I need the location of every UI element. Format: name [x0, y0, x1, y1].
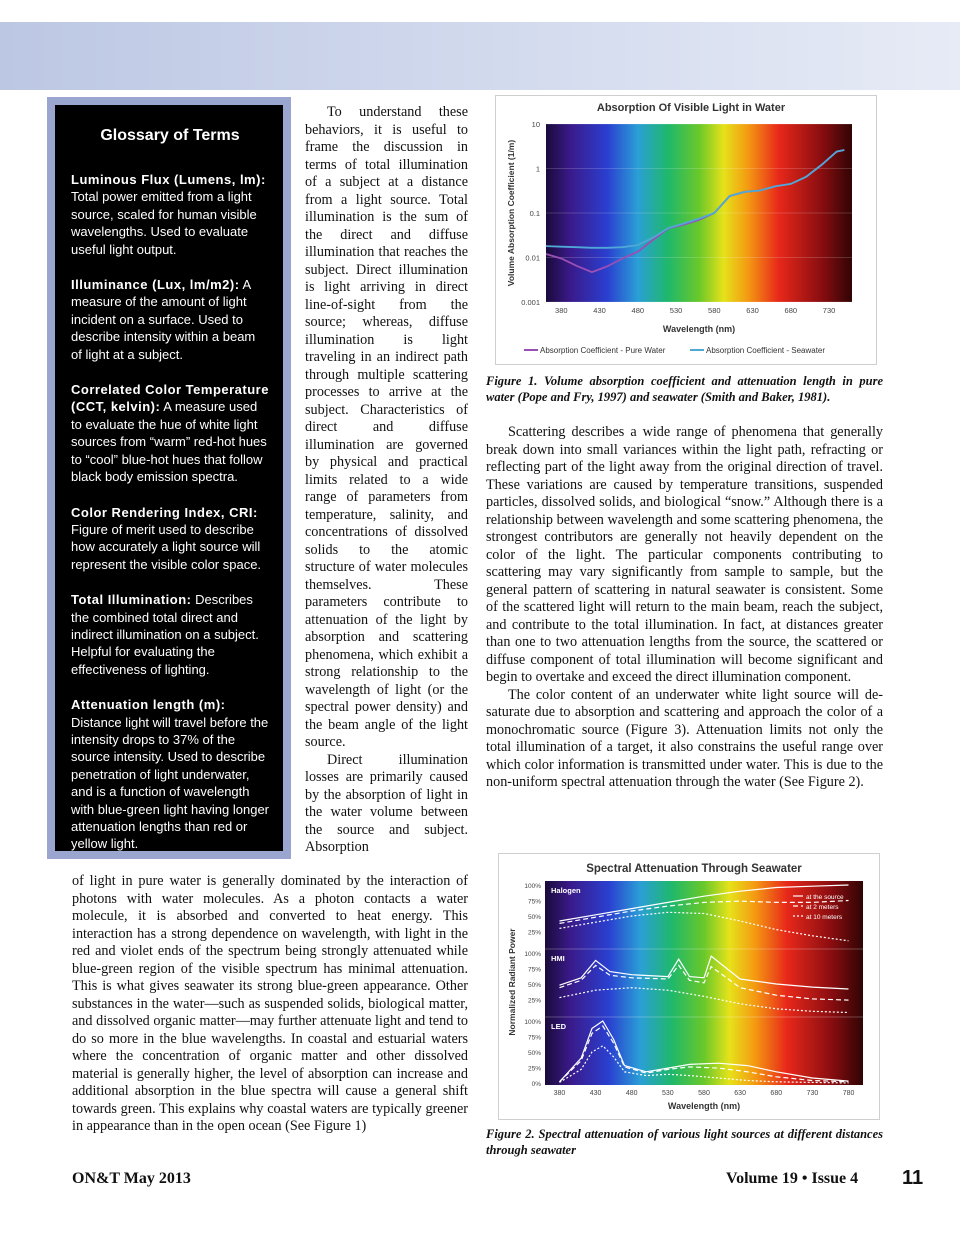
y-tick-label: 50%: [527, 1050, 541, 1057]
term-desc: A measure of the amount of light incident on a surface. Used to describe intensity within a beam of light at a subject.: [71, 277, 256, 362]
glossary-term: [71, 276, 269, 363]
x-tick-labels: [554, 1090, 855, 1097]
footer-publication: ON&T May 2013: [72, 1170, 191, 1187]
paragraph: The color content of an underwater white light source will de-saturate due to absorption and scattering and approach the color of a monochromatic source (Figure 3). Attenuation limits not only the total illumination of a target, it also constrains the useful range over which color information is transmitted under water. This is due to the non-uniform spectral attenuation through the water (See Figure 2).: [486, 686, 883, 790]
spectral-attenuation-chart: [499, 854, 879, 1119]
y-tick-label: 100%: [524, 951, 541, 958]
y-tick-label: 75%: [527, 1034, 541, 1042]
glossary-term: [71, 591, 269, 678]
body-column-middle: [305, 104, 468, 857]
chart-title: Spectral Attenuation Through Seawater: [586, 863, 802, 875]
term-name: Total Illumination:: [71, 592, 192, 608]
x-tick-label: 680: [770, 1090, 783, 1097]
y-tick-label: 25%: [527, 997, 541, 1005]
term-name: Correlated Color Temperature (CCT, kelvin):: [71, 382, 269, 415]
glossary-term: [71, 171, 269, 258]
legend-label-seawater: Absorption Coefficient - Seawater: [706, 346, 826, 355]
x-tick-label: 630: [734, 1090, 746, 1097]
footer-volume: Volume 19 • Issue 4: [726, 1170, 859, 1187]
x-tick-label: 730: [806, 1090, 819, 1097]
chart-title: Absorption Of Visible Light in Water: [596, 102, 786, 114]
figure-1: [495, 95, 877, 365]
y-tick-label: 75%: [527, 966, 541, 974]
x-tick-label: 530: [669, 306, 683, 315]
x-tick-label: 380: [553, 1090, 566, 1097]
figure-1-caption: Figure 1. Volume absorption coefficient and attenuation length in pure water (Pope and Fry, 1997) and seawater (Smith and Baker, 1981).: [486, 374, 883, 404]
y-tick-label: 0.1: [529, 209, 540, 218]
y-tick-label: 50%: [527, 914, 541, 921]
term-desc: Total power emitted from a light source, scaled for human visible wavelengths. Used to evaluate useful light output.: [71, 189, 257, 257]
x-tick-label: 780: [842, 1090, 855, 1097]
y-tick-label: 50%: [527, 982, 541, 989]
panel-label: LED: [551, 1022, 566, 1031]
x-tick-label: 730: [822, 306, 836, 315]
legend: [524, 346, 825, 355]
y-tick-label: 0.01: [525, 253, 540, 263]
x-tick-label: 530: [662, 1090, 674, 1097]
y-axis-label: Normalized Radiant Power: [507, 928, 517, 1036]
body-column-right: [486, 424, 883, 792]
legend-label: at 10 meters: [806, 914, 843, 921]
legend-label: at the source: [806, 894, 844, 901]
term-name: Luminous Flux (Lumens, lm):: [71, 172, 266, 187]
x-tick-labels: [555, 306, 835, 315]
figure-2-caption: Figure 2. Spectral attenuation of various light sources at different distances through seawater: [486, 1127, 883, 1157]
glossary-inner: [55, 105, 283, 851]
x-tick-label: 580: [698, 1090, 710, 1097]
legend-label-pure-water: Absorption Coefficient - Pure Water: [540, 346, 666, 355]
paragraph: To understand these behaviors, it is useful to frame the discussion in terms of total illumination of a subject at a distance from a light source. Total illumination is the sum of the direct and diffuse illumination that reaches the subject. Direct illumination is light arriving in direct line-of-sight from the source; whereas, diffuse illumination is light traveling in an indirect path through multiple scattering processes to arrive at the subject. Characteristics of direct and diffuse illumination are governed by physical and practical limits related to a wide range of parameters from temperature, salinity, and concentrations of dissolved solids to the atomic structure of water molecules themselves. These parameters contribute to attenuation of the light by absorption and scattering phenomena, which exhibit a strong relationship to the wavelength of light (or the spectral power density) and the beam angle of the light source.: [305, 104, 468, 750]
paragraph: Direct illumination losses are primarily caused by the absorption of light in the water volume between the source and subject. Absorption: [305, 751, 468, 855]
y-tick-label: 100%: [524, 1019, 541, 1026]
x-axis-label: Wavelength (nm): [662, 324, 736, 334]
glossary-term: [71, 696, 269, 853]
body-column-left-bottom: [72, 873, 468, 1136]
y-tick-label: 1: [535, 164, 540, 174]
x-tick-label: 380: [555, 306, 568, 315]
page-number: 11: [902, 1167, 924, 1189]
term-name: Illuminance (Lux, lm/m2):: [71, 277, 240, 293]
x-axis-label: Wavelength (nm): [667, 1101, 741, 1111]
x-tick-label: 480: [631, 306, 645, 315]
x-tick-label: 430: [589, 1090, 602, 1097]
glossary-box: [47, 97, 291, 859]
y-tick-label: 100%: [524, 883, 541, 890]
absorption-chart: [496, 96, 876, 364]
term-desc: Distance light will travel before the intensity drops to 37% of the source intensity. Used to describe penetration of light underwater, and is a function of wavelength with blue-green light having longer attenuation lengths than red or yellow light.: [71, 714, 270, 852]
glossary-term: [71, 381, 269, 485]
glossary-title: Glossary of Terms: [100, 127, 240, 144]
y-tick-label: 0%: [531, 1081, 541, 1088]
x-tick-label: 680: [784, 306, 798, 315]
term-desc: Describes the combined total direct and indirect illumination on a subject. Helpful for evaluating the effectiveness of lighting.: [71, 592, 259, 677]
glossary-term: [71, 504, 269, 574]
y-tick-labels: [521, 120, 540, 307]
term-desc: Figure of merit used to describe how accurately a light source will represent the visible color space.: [71, 521, 262, 572]
panel-label: HMI: [551, 954, 565, 963]
y-tick-label: 25%: [527, 929, 541, 937]
panel-label: Halogen: [551, 886, 581, 895]
x-tick-label: 430: [593, 306, 606, 315]
paragraph: Scattering describes a wide range of phenomena that generally break down into small variances within the light path, refracting or reflecting part of the light away from the original direction of travel. These variations are caused by temperature transitions, suspended particles, dissolved solids, and biological “snow.” Although there is a relationship between wavelength and some scattering phenomena, the strongest contributors are generally not heavily dependent on the color of the light. The particular components contributing to scattering may vary significantly from sample to sample, but the general pattern of scattering in natural seawater is consistent. Some of the scattered light will return to the main beam, reach the subject, and contribute to the total illumination. In fact, at distances greater than one to two attenuation lengths from the source, the scattered or diffuse component of total illumination will become significant and begin to overtake and exceed the direct illumination component.: [486, 424, 883, 685]
term-name: Color Rendering Index, CRI:: [71, 504, 258, 520]
legend-label: at 2 meters: [806, 904, 839, 911]
x-tick-label: 630: [746, 306, 759, 315]
x-tick-label: 480: [625, 1090, 638, 1097]
term-desc: A measure used to evaluate the hue of white light sources from “warm” red-hot hues to “cool” blue-hot hues that follow black body emission spectra.: [71, 399, 267, 485]
y-tick-label: 10: [531, 120, 540, 129]
figure-2: [498, 853, 880, 1120]
y-tick-label: 0.001: [521, 298, 540, 307]
x-tick-label: 580: [708, 306, 721, 315]
y-tick-label: 25%: [527, 1065, 541, 1073]
paragraph: of light in pure water is generally dominated by the interaction of photons with water molecules. As a photon contacts a water molecule, it is absorbed and converted to heat energy. This interaction has a strong dependence on wavelength, with light in the red and violet ends of the spectrum being strongly attenuated while blue-green region of the visible spectrum has minimal attenuation. This is what gives seawater its strong blue-green appearance. Other substances in the water—such as suspended solids, biological matter, and dissolved organic matter—may further attenuate light and tend to do so more in the blue wavelengths. In coastal and estuarial waters where the concentration of organic matter and other dissolved material is generally higher, the level of absorption can increase and additional absorption in the blue spectra will cause a general shift towards green. This explains why coastal waters are typically greener in appearance than in the open ocean (See Figure 1): [72, 873, 468, 1134]
header-band: [0, 22, 960, 90]
y-tick-label: 75%: [527, 898, 541, 906]
term-name: Attenuation length (m):: [71, 697, 226, 713]
y-axis-label: Volume Absorption Coefficient (1/m): [506, 139, 516, 287]
